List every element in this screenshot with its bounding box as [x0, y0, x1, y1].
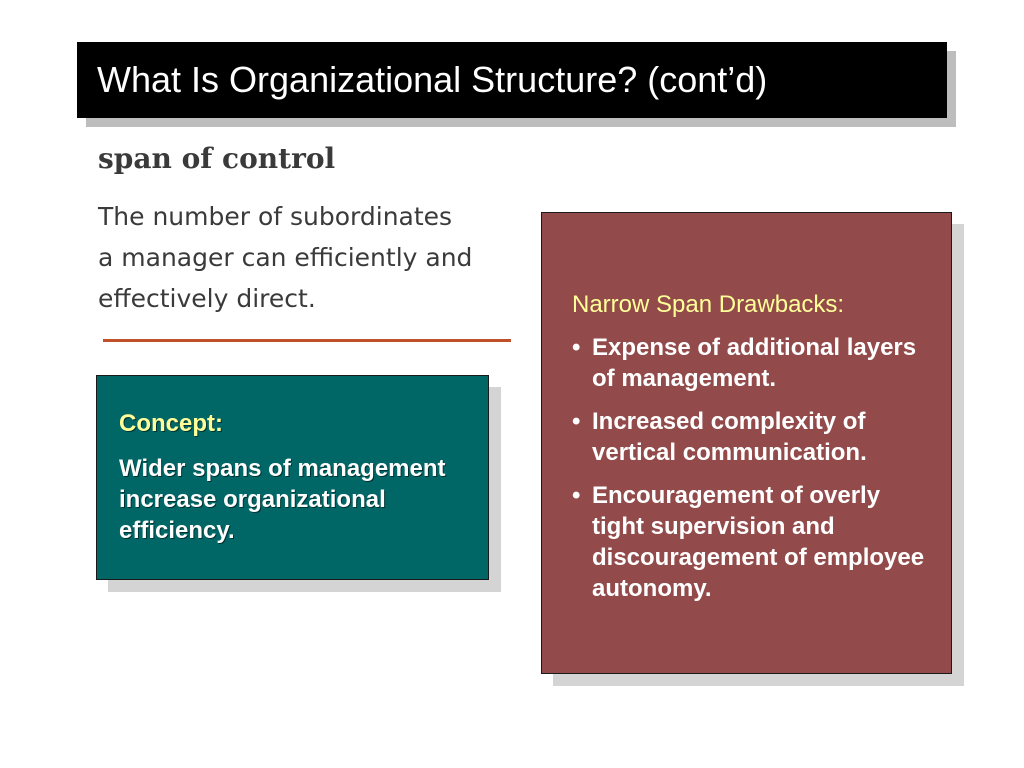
concept-box — [96, 375, 489, 580]
bullet-icon: • — [572, 408, 581, 435]
definition-term: span of control — [98, 142, 336, 175]
section-divider — [103, 339, 511, 342]
drawbacks-heading: Narrow Span Drawbacks: — [572, 291, 845, 318]
list-item — [572, 406, 937, 468]
definition-line: a manager can efficiently and — [98, 243, 473, 272]
bullet-icon: • — [572, 482, 581, 509]
concept-heading: Concept: — [119, 410, 223, 437]
concept-body: Wider spans of management increase organizational efficiency. — [119, 455, 446, 544]
definition-line: effectively direct. — [98, 284, 316, 313]
drawbacks-list — [572, 332, 937, 604]
bullet-icon: • — [572, 334, 581, 361]
drawbacks-box — [541, 212, 952, 674]
list-item-text: Encouragement of overly tight supervision and discouragement of employee autonomy. — [592, 482, 925, 602]
definition-line: The number of subordinates — [98, 202, 453, 231]
list-item-text: Increased complexity of vertical communication. — [592, 408, 867, 466]
definition-text — [98, 196, 518, 319]
list-item-text: Expense of additional layers of management. — [592, 334, 917, 392]
slide-title: What Is Organizational Structure? (cont’d) — [97, 59, 768, 100]
list-item — [572, 480, 937, 604]
list-item — [572, 332, 937, 394]
title-bar — [77, 42, 947, 118]
